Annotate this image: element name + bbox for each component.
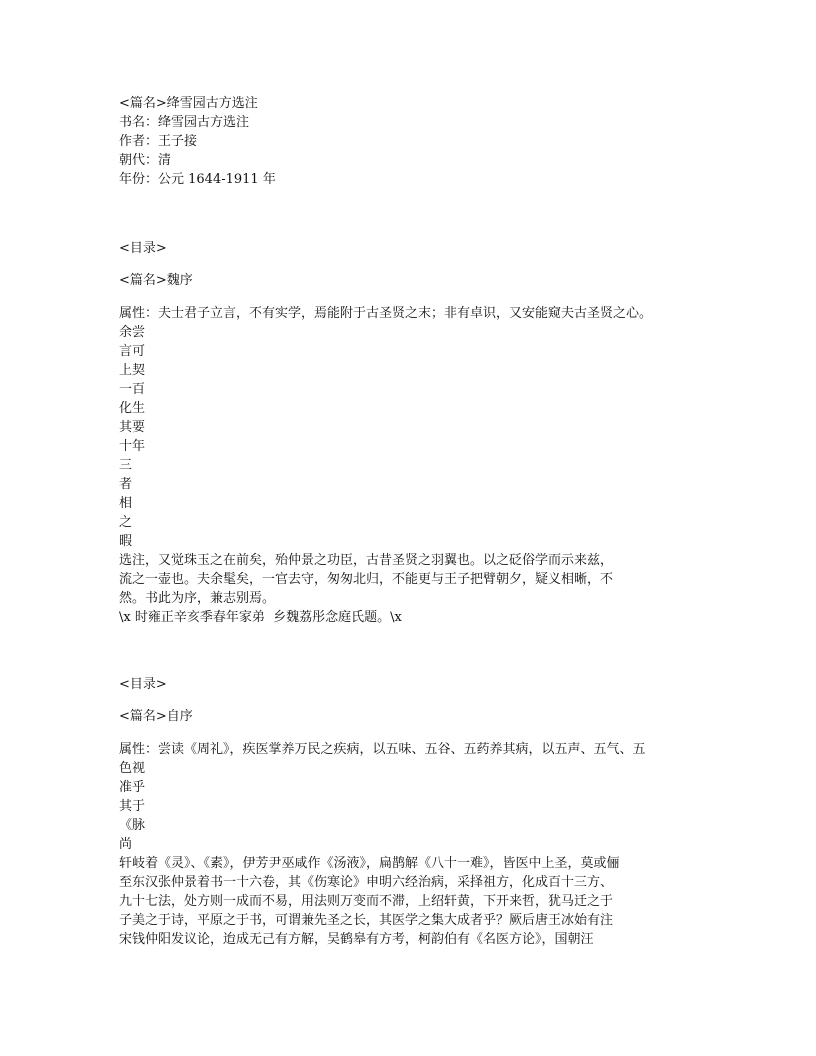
section2-line: 准乎 (119, 780, 146, 795)
book-name-line: 书名：绛雪园古方选注 (119, 115, 250, 130)
section1-line: 然。书此为序，兼志别焉。 (119, 591, 276, 606)
section1-line: 相 (119, 496, 133, 511)
section1-line: 之 (119, 515, 133, 530)
section1-line: 选注，又觉珠玉之在前矣，殆仲景之功臣，古昔圣贤之羽翼也。以之砭俗学而示来兹， (119, 553, 614, 568)
section1-line: 余尝 (119, 325, 146, 340)
section2-line: 轩岐着《灵》、《素》，伊芳尹巫咸作《汤液》，扁鹊解《八十一难》，皆医中上圣，莫或俪 (119, 856, 620, 871)
section1-line: 三 (119, 458, 133, 473)
section2-body (119, 740, 719, 949)
spacer (119, 189, 719, 239)
section2-line: 九十七法，处方则一成而不易，用法则万变而不滞，上绍轩黄，下开来哲，犹马迁之于 (119, 894, 614, 909)
section1-line: 者 (119, 477, 133, 492)
header-title-line: <篇名>绛雪园古方选注 (119, 96, 258, 111)
dynasty-line: 朝代：清 (119, 153, 172, 168)
document-page (119, 94, 719, 949)
section1-line: 十年 (119, 439, 146, 454)
section1-title: <篇名>魏序 (119, 273, 193, 288)
section2-line: 属性：尝读《周礼》，疾医掌养万民之疾病，以五味、五谷、五药养其病，以五声、五气、五 (119, 742, 646, 757)
section1-line: 言可 (119, 344, 146, 359)
spacer (119, 627, 719, 675)
spacer (119, 726, 719, 740)
section2-line: 《脉 (119, 818, 146, 833)
section2-line: 其于 (119, 799, 146, 814)
year-line: 年份：公元 1644-1911 年 (119, 172, 276, 187)
spacer (119, 290, 719, 304)
section1-line: \x 时雍正辛亥季春年家弟 乡魏荔彤念庭氏题。\x (119, 610, 402, 625)
section2-toc: <目录> (119, 677, 167, 692)
author-line: 作者：王子接 (119, 134, 198, 149)
section2-title: <篇名>自序 (119, 709, 193, 724)
section2-line: 尚 (119, 837, 133, 852)
section1-toc: <目录> (119, 241, 167, 256)
section2-line: 色视 (119, 761, 146, 776)
section2-line: 子美之于诗，平原之于书，可谓兼先圣之长，其医学之集大成者乎？厥后唐王冰始有注 (119, 913, 614, 928)
section2-line: 至东汉张仲景着书一十六卷，其《伤寒论》申明六经治病，采择祖方，化成百十三方、 (119, 875, 614, 890)
spacer (119, 694, 719, 707)
section1-line: 流之一壶也。夫余髦矣，一官去守，匆匆北归，不能更与王子把臂朝夕，疑义相晰，不 (119, 572, 614, 587)
section1-line: 属性：夫士君子立言，不有实学，焉能附于古圣贤之末；非有卓识，又安能窥夫古圣贤之心。 (119, 306, 653, 321)
section1-line: 一百 (119, 382, 146, 397)
section1-line: 暇 (119, 534, 133, 549)
section1-line: 其要 (119, 420, 146, 435)
section2-line: 宋钱仲阳发议论，迨成无己有方解，吴鹤皋有方考，柯韵伯有《名医方论》，国朝汪 (119, 932, 594, 947)
section1-body (119, 304, 719, 627)
spacer (119, 258, 719, 271)
section1-line: 化生 (119, 401, 146, 416)
section1-line: 上契 (119, 363, 146, 378)
